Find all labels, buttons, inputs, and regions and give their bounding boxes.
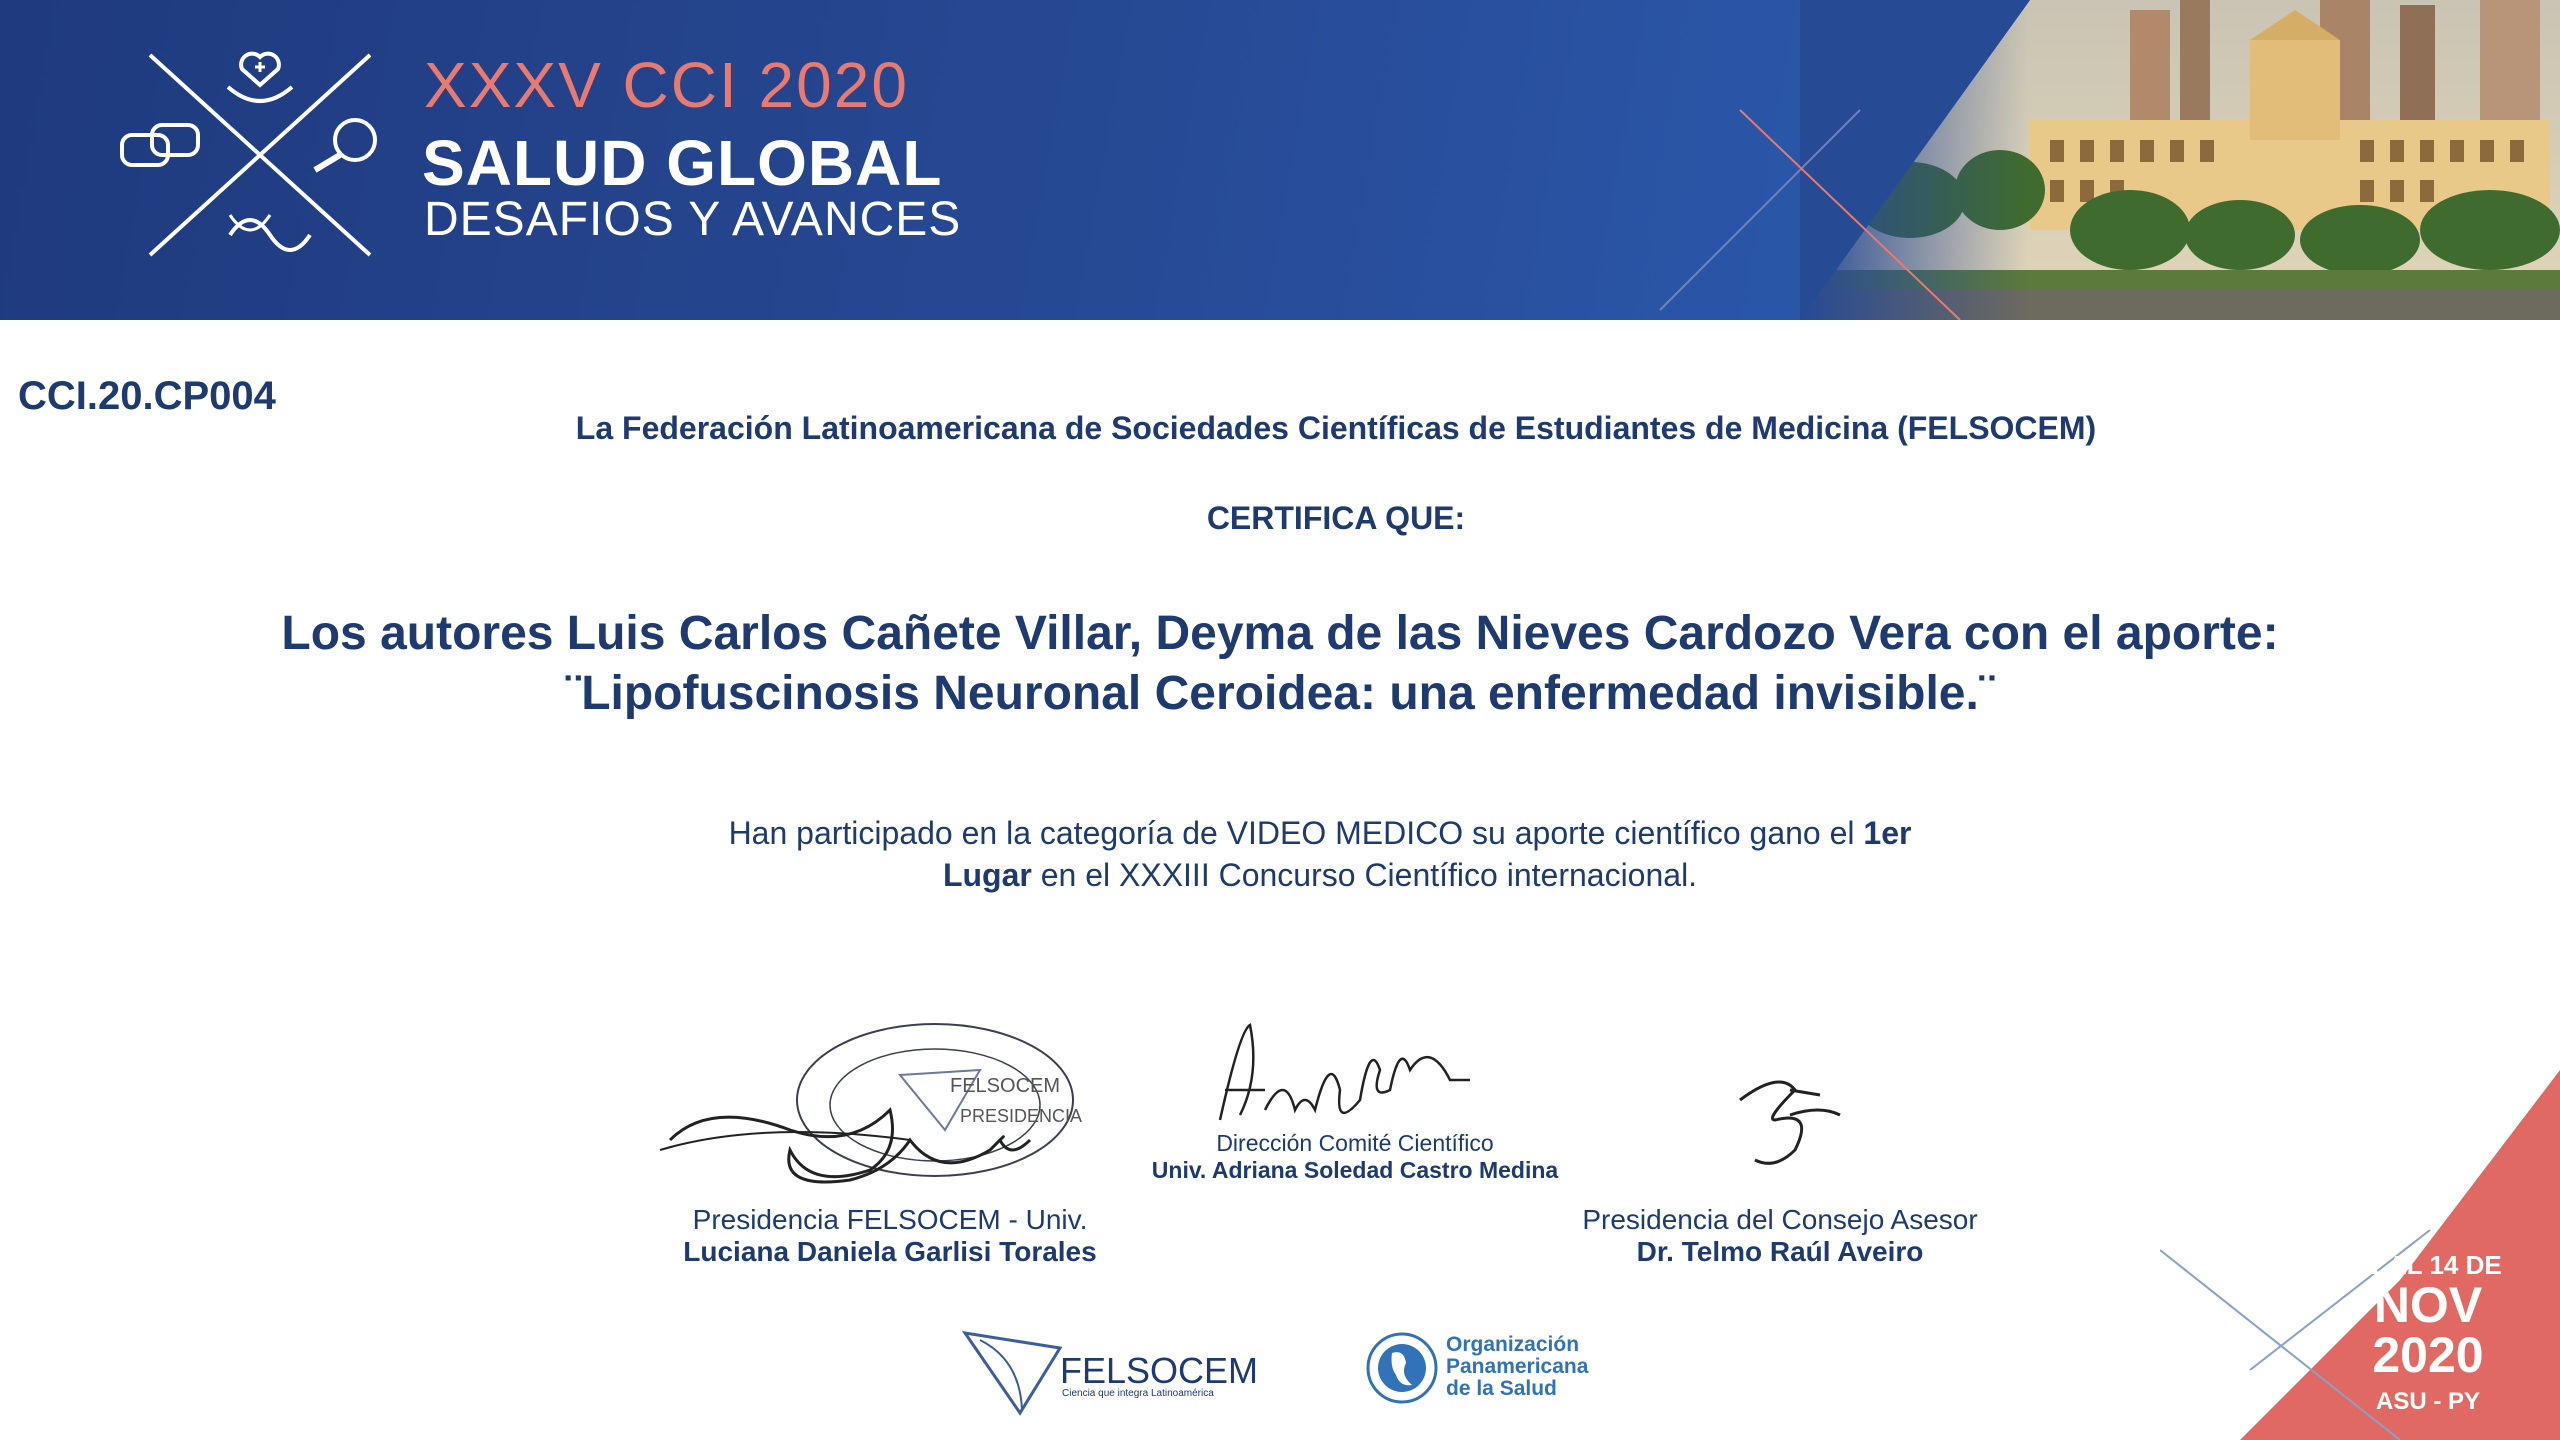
date-days: 11 AL 14 DE	[2354, 1250, 2502, 1280]
organization-name: La Federación Latinoamericana de Sociedades Científicas de Estudiantes de Medicina (FELSOCEM)	[575, 410, 2097, 446]
authors-block	[0, 604, 2560, 724]
ops-globe-icon	[1362, 1328, 1442, 1408]
award-place: 1er	[1863, 815, 1912, 851]
signature-president	[640, 1204, 1140, 1268]
felsocem-logo-text: FELSOCEM	[1060, 1350, 1259, 1391]
ops-logo-text	[1446, 1334, 1588, 1400]
award-text	[0, 812, 2560, 896]
event-title: XXXV CCI 2020	[424, 49, 909, 121]
award-text-part1: Han participado en la categoría de VIDEO MEDICO su aporte científico gano el	[728, 815, 1864, 851]
signature-name: Luciana Daniela Garlisi Torales	[683, 1236, 1097, 1267]
director-signature	[1210, 1020, 1510, 1130]
stamp-title: FELSOCEM	[950, 1075, 1061, 1097]
work-title: ¨Lipofuscinosis Neuronal Ceroidea: una enfermedad invisible.¨	[565, 667, 1995, 720]
felsocem-logo-icon	[960, 1328, 1070, 1418]
health-cross-icon	[110, 45, 390, 265]
signature-name: Dr. Telmo Raúl Aveiro	[1636, 1236, 1924, 1267]
date-month: NOV	[2373, 1277, 2483, 1333]
authors-line: Los autores Luis Carlos Cañete Villar, Deyma de las Nieves Cardozo Vera con el aporte:	[281, 607, 2279, 660]
signature-advisor	[1530, 1204, 2030, 1268]
signature-name: Univ. Adriana Soledad Castro Medina	[1151, 1157, 1559, 1183]
award-place-word: Lugar	[942, 857, 1032, 893]
certifies-heading: CERTIFICA QUE:	[1206, 500, 1466, 536]
date-year: 2020	[2372, 1327, 2484, 1383]
date-place: ASU - PY	[2375, 1388, 2480, 1415]
advisor-signature	[1730, 1075, 1850, 1185]
ops-line1: Organización	[1446, 1333, 1580, 1356]
main-title: SALUD GLOBAL	[422, 127, 943, 199]
signature-role: Presidencia del Consejo Asesor	[1582, 1204, 1978, 1235]
certificate-code: CCI.20.CP004	[18, 374, 276, 418]
subtitle: DESAFIOS Y AVANCES	[424, 193, 962, 246]
header-banner	[0, 0, 2560, 320]
stamp-subtitle: PRESIDENCIA	[960, 1106, 1083, 1126]
signature-role: Presidencia FELSOCEM - Univ.	[692, 1204, 1088, 1235]
signature-role: Dirección Comité Científico	[1216, 1130, 1494, 1156]
signature-director	[1080, 1130, 1630, 1184]
award-text-part2: en el XXXIII Concurso Científico internacional.	[1031, 857, 1698, 893]
ops-line3: de la Salud	[1446, 1377, 1557, 1400]
felsocem-tagline: Ciencia que integra Latinoamérica	[1062, 1388, 1214, 1399]
ops-line2: Panamericana	[1446, 1355, 1589, 1378]
decorative-lines	[1600, 100, 2120, 320]
